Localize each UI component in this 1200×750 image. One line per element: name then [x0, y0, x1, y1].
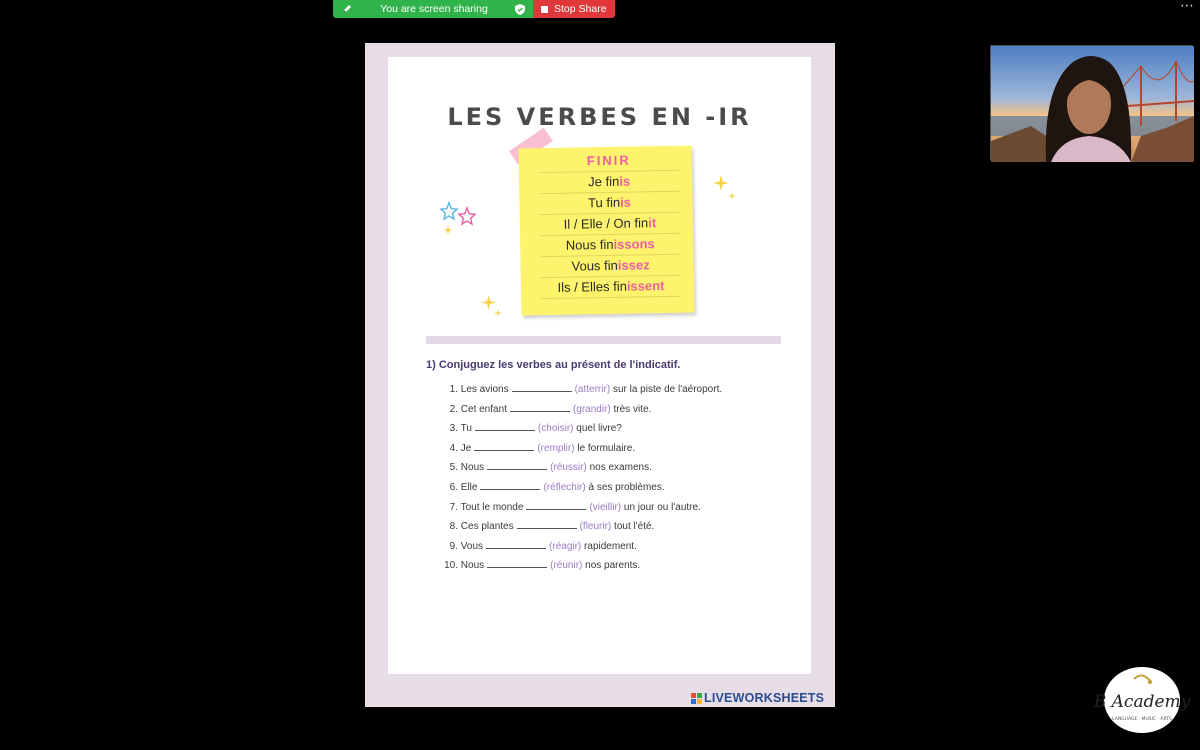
answer-blank[interactable]: [474, 442, 534, 451]
sparkle-icon: [443, 222, 453, 238]
section-divider: [426, 336, 781, 344]
sparkle-icon: [728, 187, 736, 203]
screen-share-bar: [333, 0, 615, 18]
exercise-item: 6. Elle (réflechir) à ses problèmes.: [449, 481, 665, 493]
answer-blank[interactable]: [512, 383, 572, 392]
svg-text:LANGUAGE · MUSIC · ARTS: LANGUAGE · MUSIC · ARTS: [1112, 717, 1172, 722]
star-icon: [440, 202, 458, 223]
liveworksheets-icon: [691, 693, 702, 704]
sticky-heading: FINIR: [539, 150, 679, 173]
b-academy-logo: [1093, 667, 1191, 733]
conjugation-row: Vous finissez: [540, 255, 680, 278]
exercise-item: 10. Nous (réunir) nos parents.: [444, 560, 641, 572]
pencil-icon[interactable]: [341, 3, 353, 15]
answer-blank[interactable]: [487, 559, 547, 568]
exercise-item: 2. Cet enfant (grandir) très vite.: [449, 403, 652, 415]
answer-blank[interactable]: [517, 520, 577, 529]
conjugation-row: Il / Elle / On finit: [540, 213, 680, 236]
conjugation-row: Ils / Elles finissent: [541, 276, 681, 299]
more-icon[interactable]: ⋯: [1180, 0, 1194, 13]
sharing-status-text: You are screen sharing: [380, 3, 488, 15]
sticky-paper: [519, 146, 695, 316]
exercise-item: 4. Je (remplir) le formulaire.: [449, 442, 636, 454]
exercise-heading: 1) Conjuguez les verbes au présent de l'indicatif.: [426, 359, 681, 371]
star-icon: [458, 207, 476, 228]
exercise-item: 5. Nous (réussir) nos examens.: [449, 462, 652, 474]
exercise-list: [438, 380, 798, 576]
conjugation-row: Tu finis: [539, 192, 679, 215]
sticky-note: [508, 132, 708, 322]
exercise-item: 8. Ces plantes (fleurir) tout l'été.: [449, 521, 655, 533]
liveworksheets-brand: LIVEWORKSHEETS: [704, 691, 825, 705]
stop-share-button[interactable]: [533, 0, 615, 18]
conjugation-row: Nous finissons: [540, 234, 680, 257]
answer-blank[interactable]: [475, 422, 535, 431]
sparkle-icon: [494, 304, 502, 320]
exercise-item: 7. Tout le monde (vieillir) un jour ou l'autre.: [449, 501, 701, 513]
stop-icon: [541, 6, 548, 13]
answer-blank[interactable]: [487, 461, 547, 470]
shared-worksheet: [365, 43, 835, 707]
worksheet-title: LES VERBES EN -IR: [447, 103, 752, 131]
exercise-item: 9. Vous (réagir) rapidement.: [449, 540, 637, 552]
stop-share-label: Stop Share: [554, 3, 607, 15]
exercise-item: 3. Tu (choisir) quel livre?: [449, 423, 622, 435]
conjugation-row: Je finis: [539, 171, 679, 194]
answer-blank[interactable]: [480, 481, 540, 490]
liveworksheets-logo[interactable]: [691, 691, 824, 705]
answer-blank[interactable]: [486, 540, 546, 549]
sharing-status: [333, 0, 533, 18]
exercise-item: 1. Les avions (atterrir) sur la piste de l'aéroport.: [449, 384, 723, 395]
worksheet-page: [388, 57, 811, 674]
svg-text:B Academy: B Academy: [1093, 692, 1191, 712]
answer-blank[interactable]: [510, 403, 570, 412]
sparkle-icon: [713, 175, 729, 194]
answer-blank[interactable]: [526, 501, 586, 510]
webcam-video-tile[interactable]: [990, 45, 1193, 161]
shield-icon: [515, 4, 525, 15]
